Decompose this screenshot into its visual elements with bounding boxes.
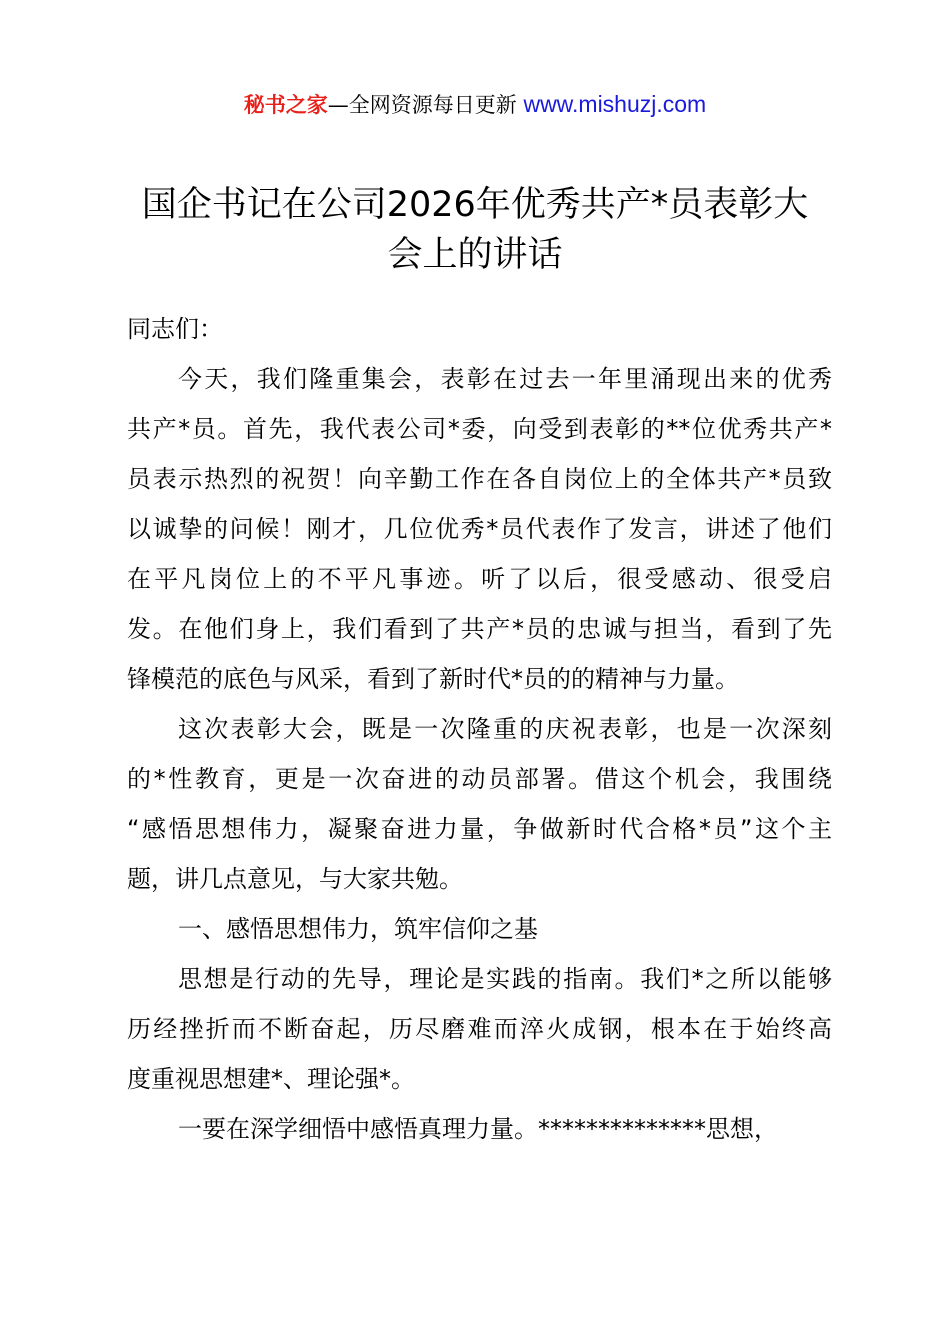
text-line: 以诚挚的问候！刚才，几位优秀*员代表作了发言，讲述了他们 [127,515,832,543]
section-heading [127,904,832,954]
text-line: 历经挫折而不断奋起，历尽磨难而淬火成钢，根本在于始终高 [127,1015,832,1043]
title-line: 国企书记在公司2026年优秀共产*员表彰大 [141,185,809,225]
paragraph [127,354,832,704]
text-line: 度重视思想建*、理论强*。 [127,1065,415,1093]
title-line: 会上的讲话 [387,235,563,275]
document-body [127,304,832,1154]
text-line: 锋模范的底色与风采，看到了新时代*员的的精神与力量。 [127,665,739,693]
text-line: 共产*员。首先，我代表公司*委，向受到表彰的**位优秀共产* [127,415,832,443]
salutation: 同志们： [127,315,223,343]
site-url-link[interactable]: www.mishuzj.com [523,91,707,117]
text-line: 一要在深学细悟中感悟真理力量。**************思想， [178,1115,778,1143]
text-line: 在平凡岗位上的不平凡事迹。听了以后，很受感动、很受启 [127,565,832,593]
text-line: 今天，我们隆重集会，表彰在过去一年里涌现出来的优秀 [178,365,832,393]
header-tagline: —全网资源每日更新 [327,93,517,117]
text-line: 一、感悟思想伟力，筑牢信仰之基 [178,915,538,943]
brand-name: 秘书之家 [243,93,328,117]
document-title [0,180,950,280]
text-line: 题，讲几点意见，与大家共勉。 [127,865,463,893]
paragraph [127,1104,832,1154]
paragraph [127,954,832,1104]
text-line: 这次表彰大会，既是一次隆重的庆祝表彰，也是一次深刻 [178,715,832,743]
text-line: 发。在他们身上，我们看到了共产*员的忠诚与担当，看到了先 [127,615,832,643]
text-line: 的*性教育，更是一次奋进的动员部署。借这个机会，我围绕 [127,765,832,793]
text-line: 思想是行动的先导，理论是实践的指南。我们*之所以能够 [178,965,832,993]
paragraph [127,704,832,904]
site-header [0,88,950,121]
text-line: 员表示热烈的祝贺！向辛勤工作在各自岗位上的全体共产*员致 [127,465,832,493]
text-line: “感悟思想伟力，凝聚奋进力量，争做新时代合格*员”这个主 [127,815,832,843]
